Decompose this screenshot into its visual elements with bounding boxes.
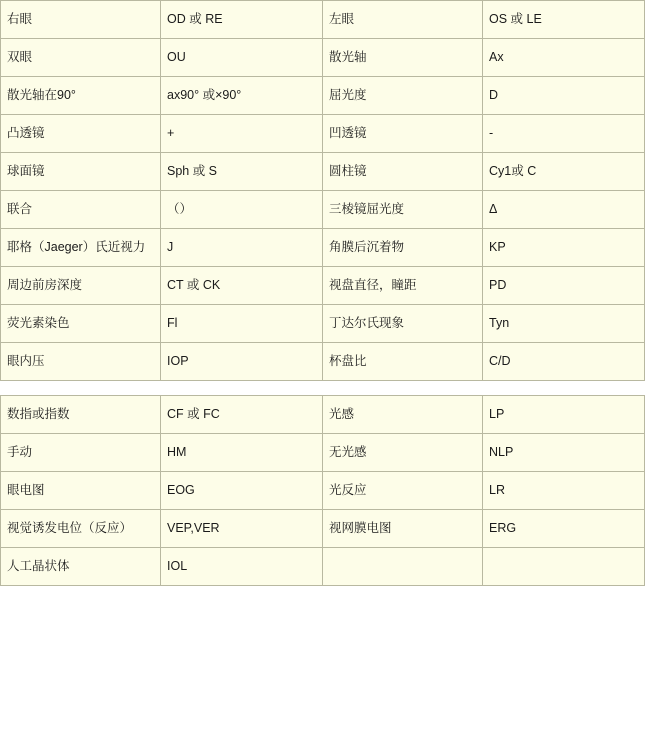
gap-cell [1,381,161,396]
table-row [1,77,645,115]
term-cell: 人工晶状体 [1,548,161,586]
gap-cell [483,381,645,396]
code-cell: NLP [483,434,645,472]
term-cell: 散光轴在90° [1,77,161,115]
term-cell: 圆柱镜 [323,153,483,191]
term-cell: 视觉诱发电位（反应） [1,510,161,548]
table-section-gap [1,381,645,396]
code-cell: IOP [161,343,323,381]
gap-cell [323,381,483,396]
code-cell-empty [483,548,645,586]
code-cell: Δ [483,191,645,229]
gap-cell [161,381,323,396]
table-row [1,510,645,548]
code-cell: （） [161,191,323,229]
table-row [1,267,645,305]
code-cell: HM [161,434,323,472]
code-cell: PD [483,267,645,305]
term-cell-empty [323,548,483,586]
code-cell: OS 或 LE [483,1,645,39]
term-cell: 荧光素染色 [1,305,161,343]
code-cell: Tyn [483,305,645,343]
term-cell: 无光感 [323,434,483,472]
code-cell: CT 或 CK [161,267,323,305]
term-cell: 凸透镜 [1,115,161,153]
code-cell: VEP,VER [161,510,323,548]
term-cell: 左眼 [323,1,483,39]
term-cell: 手动 [1,434,161,472]
code-cell: Cy1或 C [483,153,645,191]
term-cell: 耶格（Jaeger）氏近视力 [1,229,161,267]
code-cell: Sph 或 S [161,153,323,191]
table-row [1,548,645,586]
code-cell: IOL [161,548,323,586]
term-cell: 周边前房深度 [1,267,161,305]
code-cell: D [483,77,645,115]
code-cell: Fl [161,305,323,343]
table-row [1,305,645,343]
code-cell: CF 或 FC [161,396,323,434]
code-cell: LP [483,396,645,434]
table-row [1,472,645,510]
term-cell: 眼内压 [1,343,161,381]
term-cell: 球面镜 [1,153,161,191]
code-cell: - [483,115,645,153]
code-cell: LR [483,472,645,510]
table-body [1,1,645,586]
table-row [1,434,645,472]
term-cell: 右眼 [1,1,161,39]
code-cell: ERG [483,510,645,548]
code-cell: J [161,229,323,267]
code-cell: Ax [483,39,645,77]
term-cell: 视盘直径，瞳距 [323,267,483,305]
table-row [1,229,645,267]
code-cell: ax90° 或×90° [161,77,323,115]
code-cell: C/D [483,343,645,381]
term-cell: 角膜后沉着物 [323,229,483,267]
table-row [1,396,645,434]
code-cell: + [161,115,323,153]
term-cell: 杯盘比 [323,343,483,381]
code-cell: EOG [161,472,323,510]
code-cell: OU [161,39,323,77]
table-row [1,39,645,77]
table-row [1,115,645,153]
term-cell: 双眼 [1,39,161,77]
table-row [1,153,645,191]
table-row [1,191,645,229]
code-cell: OD 或 RE [161,1,323,39]
term-cell: 凹透镜 [323,115,483,153]
term-cell: 丁达尔氏现象 [323,305,483,343]
term-cell: 屈光度 [323,77,483,115]
term-cell: 三棱镜屈光度 [323,191,483,229]
term-cell: 视网膜电图 [323,510,483,548]
term-cell: 光反应 [323,472,483,510]
term-cell: 光感 [323,396,483,434]
table-row [1,343,645,381]
code-cell: KP [483,229,645,267]
term-cell: 散光轴 [323,39,483,77]
term-cell: 数指或指数 [1,396,161,434]
term-cell: 眼电图 [1,472,161,510]
table-row [1,1,645,39]
term-cell: 联合 [1,191,161,229]
